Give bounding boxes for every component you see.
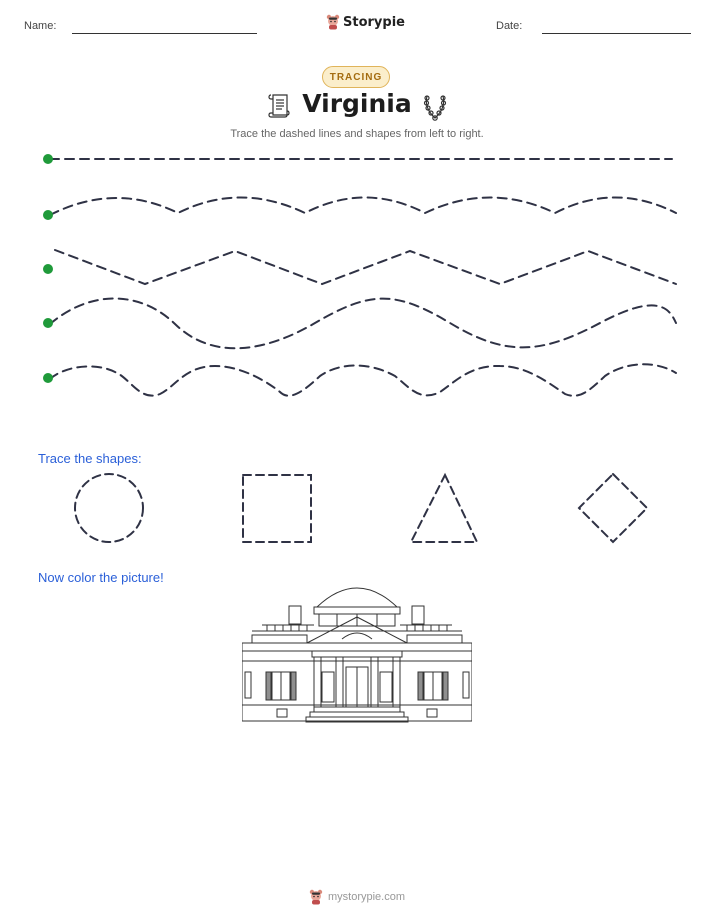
footer — [0, 889, 714, 905]
circle-shape — [75, 474, 143, 542]
start-dot-3 — [43, 264, 53, 274]
name-line[interactable] — [72, 33, 257, 34]
bumpy-wave-line — [50, 364, 676, 395]
bear-mascot-icon — [326, 14, 340, 30]
start-dot-1 — [43, 154, 53, 164]
tracing-badge: TRACING — [322, 66, 390, 88]
date-label: Date: — [496, 20, 523, 32]
diamond-shape — [579, 474, 647, 542]
triangle-shape — [411, 475, 477, 542]
brand-name: Storypie — [343, 14, 405, 30]
necklace-icon — [422, 92, 448, 122]
color-heading: Now color the picture! — [38, 570, 164, 585]
square-shape — [243, 475, 311, 542]
zigzag-line — [55, 250, 676, 284]
start-dot-4 — [43, 318, 53, 328]
start-dot-2 — [43, 210, 53, 220]
footer-url[interactable]: mystorypie.com — [327, 891, 406, 903]
tracing-lines — [0, 140, 714, 405]
name-label: Name: — [24, 20, 57, 32]
shapes-heading: Trace the shapes: — [38, 451, 142, 466]
capitol-building-picture — [242, 577, 472, 725]
bear-mascot-icon — [309, 889, 323, 905]
tracing-shapes — [0, 466, 714, 551]
start-dot-5 — [43, 373, 53, 383]
brand-logo — [326, 14, 405, 30]
date-line[interactable] — [542, 33, 691, 34]
page-title: Virginia — [302, 89, 412, 118]
wave-line — [50, 299, 676, 349]
wavy-line — [50, 198, 676, 216]
instructions: Trace the dashed lines and shapes from left to right. — [230, 128, 484, 140]
